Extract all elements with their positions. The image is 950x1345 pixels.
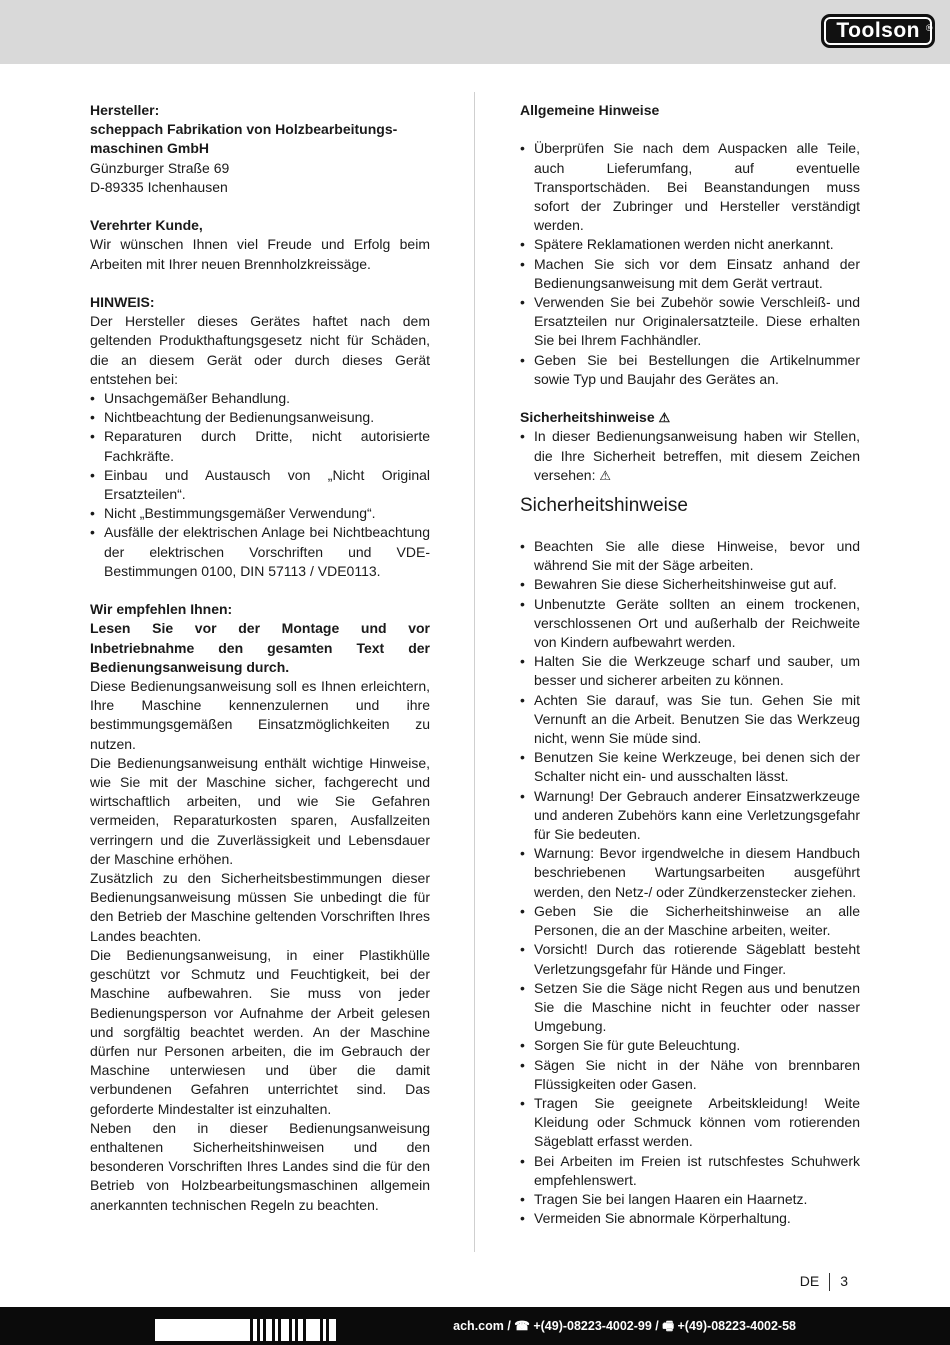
manufacturer-city: D-89335 Ichenhausen bbox=[90, 178, 228, 195]
contact-bar bbox=[0, 1307, 950, 1345]
list-item: • Tragen Sie bei langen Haaren ein Haarnetz. bbox=[520, 1190, 860, 1209]
list-item: • Geben Sie die Sicherheitshinweise an alle Personen, die an der Maschine arbeiten, weiter. bbox=[520, 902, 860, 940]
list-item: • Verwenden Sie bei Zubehör sowie Verschleiß- und Ersatzteilen nur Originalersatzteile. Diese erhalten Sie bei Ihrem Fachhändler. bbox=[520, 293, 860, 351]
list-item: • Ausfälle der elektrischen Anlage bei Nichtbeachtung der elektrischen Vorschriften und VDE-Bestimmungen 0100, DIN 57113 / VDE0113. bbox=[90, 523, 430, 581]
paragraph: Die Bedienungsanweisung, in einer Plastikhülle geschützt vor Schmutz und Feuchtigkeit, bei der Maschine aufbewahren. Sie muss von jeder Bedienungsperson vor Aufnahme der Arbeit gelesen und sorgfältig beachtet werden. An der Maschine dürfen nur Personen arbeiten, die im Gebrauch der Maschine unterwiesen und über die damit verbundenen Gefahren unterrichtet sind. Das geforderte Mindestalter ist einzuhalten. bbox=[90, 946, 430, 1117]
section-heading: Sicherheitshinweise bbox=[520, 495, 688, 517]
list-item: • Achten Sie darauf, was Sie tun. Gehen Sie mit Vernunft an die Arbeit. Benutzen Sie das Werkzeug nicht, wenn Sie müde sind. bbox=[520, 691, 860, 749]
recommend-bold: Lesen Sie vor der Montage und vor Inbetriebnahme den gesamten Text der Bedienungsanweisung durch. bbox=[90, 620, 430, 675]
recommend-title: Wir empfehlen Ihnen: bbox=[90, 601, 233, 618]
list-item: • Geben Sie bei Bestellungen die Artikelnummer sowie Typ und Baujahr des Gerätes an. bbox=[520, 351, 860, 389]
paragraph: Die Bedienungsanweisung enthält wichtige Hinweise, wie Sie mit der Maschine sicher, fachgerecht und wirtschaftlich arbeiten, und wie Sie Gefahren vermeiden, Reparaturkosten sparen, Ausfallzeiten verringern und die Zuverlässigkeit und Lebensdauer der Maschine erhöhen. bbox=[90, 754, 430, 867]
toolson-logo bbox=[821, 14, 935, 48]
list-item: • Reparaturen durch Dritte, nicht autorisierte Fachkräfte. bbox=[90, 427, 430, 465]
page-number: 3 bbox=[840, 1273, 848, 1289]
contact-info: ach.com / ☎ +(49)-08223-4002-99 / 🖷 +(49)-08223-4002-58 bbox=[453, 1319, 796, 1333]
list-item: • Machen Sie sich vor dem Einsatz anhand der Bedienungsanweisung mit dem Gerät vertraut. bbox=[520, 255, 860, 293]
note-list bbox=[90, 389, 430, 581]
warning-triangle-icon: ⚠ bbox=[599, 467, 612, 483]
list-item: • Benutzen Sie keine Werkzeuge, bei denen sich der Schalter nicht ein- und ausschalten lässt. bbox=[520, 748, 860, 786]
language-code: DE bbox=[799, 1273, 820, 1289]
list-item: • Nichtbeachtung der Bedienungsanweisung. bbox=[90, 408, 430, 427]
list-item: • Setzen Sie die Säge nicht Regen aus und benutzen Sie die Maschine nicht in feuchter oder nasser Umgebung. bbox=[520, 979, 860, 1037]
general-list bbox=[520, 139, 860, 389]
logo-text: Toolson bbox=[836, 19, 920, 42]
list-item: • Warnung: Bevor irgendwelche in diesem Handbuch beschriebenen Wartungsarbeiten ausgeführt werden, den Netz-/ oder Zündkerzenstecker ziehen. bbox=[520, 844, 860, 902]
list-item: • Bei Arbeiten im Freien ist rutschfestes Schuhwerk empfehlenswert. bbox=[520, 1152, 860, 1190]
safety-note-text: In dieser Bedienungsanweisung haben wir Stellen, die Ihre Sicherheit betreffen, mit diesem Zeichen versehen: bbox=[534, 428, 860, 483]
list-item: • Bewahren Sie diese Sicherheitshinweise gut auf. bbox=[520, 575, 860, 594]
right-column bbox=[520, 101, 860, 1228]
registered-mark: ® bbox=[925, 23, 933, 33]
list-item: • Beachten Sie alle diese Hinweise, bevor und während Sie mit der Säge arbeiten. bbox=[520, 537, 860, 575]
list-item: • Sägen Sie nicht in der Nähe von brennbaren Flüssigkeiten oder Gasen. bbox=[520, 1056, 860, 1094]
list-item bbox=[520, 427, 860, 485]
paragraph: Diese Bedienungsanweisung soll es Ihnen erleichtern, Ihre Maschine kennenzulernen und ihre bestimmungsgemäßen Einsatzmöglichkeiten zu nutzen. bbox=[90, 678, 430, 752]
manufacturer-label: Hersteller: bbox=[90, 102, 160, 118]
list-item: • Spätere Reklamationen werden nicht anerkannt. bbox=[520, 235, 860, 254]
manufacturer-street: Günzburger Straße 69 bbox=[90, 159, 230, 176]
list-item: • Unbenutzte Geräte sollten an einem trockenen, verschlossenen Ort und außerhalb der Reichweite von Kindern aufbewahrt werden. bbox=[520, 595, 860, 653]
warning-triangle-icon: ⚠ bbox=[658, 410, 671, 426]
greeting-text: Wir wünschen Ihnen viel Freude und Erfolg beim Arbeiten mit Ihrer neuen Brennholzkreissäge. bbox=[90, 236, 430, 272]
list-item: • Vorsicht! Durch das rotierende Sägeblatt besteht Verletzungsgefahr für Hände und Finger. bbox=[520, 940, 860, 978]
list-item: • Warnung! Der Gebrauch anderer Einsatzwerkzeuge und anderen Zubehörs kann eine Verletzungsgefahr für Sie bedeuten. bbox=[520, 787, 860, 845]
column-divider bbox=[474, 92, 475, 1252]
list-item: • Halten Sie die Werkzeuge scharf und sauber, um besser und sicherer arbeiten zu können. bbox=[520, 652, 860, 690]
greeting-title: Verehrter Kunde, bbox=[90, 217, 203, 234]
redacted-text-block bbox=[155, 1319, 455, 1341]
safety-note-list bbox=[520, 427, 860, 485]
manufacturer-name: scheppach Fabrikation von Holzbearbeitungs-maschinen GmbH bbox=[90, 121, 398, 157]
list-item: • Unsachgemäßer Behandlung. bbox=[90, 389, 430, 408]
safety-note-title-text: Sicherheitshinweise bbox=[520, 409, 655, 426]
safety-list bbox=[520, 537, 860, 1228]
list-item: • Nicht „Bestimmungsgemäßer Verwendung“. bbox=[90, 504, 430, 523]
paragraph: Zusätzlich zu den Sicherheitsbestimmungen dieser Bedienungsanweisung müssen Sie unbedingt die für den Betrieb der Maschine geltenden Vorschriften Ihres Landes beachten. bbox=[90, 870, 430, 944]
list-item: • Tragen Sie geeignete Arbeitskleidung! Weite Kleidung oder Schmuck können vom rotierenden Sägeblatt erfasst werden. bbox=[520, 1094, 860, 1152]
general-title: Allgemeine Hinweise bbox=[520, 102, 660, 118]
list-item: • Vermeiden Sie abnormale Körperhaltung. bbox=[520, 1209, 860, 1228]
page-header bbox=[0, 0, 950, 64]
page-footer bbox=[800, 1271, 848, 1291]
list-item: • Einbau und Austausch von „Nicht Original Ersatzteilen“. bbox=[90, 466, 430, 504]
note-text: Der Hersteller dieses Gerätes haftet nach dem geltenden Produkthaftungsgesetz nicht für Schäden, die an diesem Gerät oder durch dieses Gerät entstehen bei: bbox=[90, 313, 430, 387]
left-column bbox=[90, 101, 430, 1215]
footer-separator bbox=[829, 1273, 830, 1291]
safety-note-title bbox=[520, 408, 860, 427]
list-item: • Überprüfen Sie nach dem Auspacken alle Teile, auch Lieferumfang, auf eventuelle Transportschäden. Bei Beanstandungen muss sofort der Zubringer und Hersteller verständigt werden. bbox=[520, 139, 860, 235]
list-item: • Sorgen Sie für gute Beleuchtung. bbox=[520, 1036, 860, 1055]
note-title: HINWEIS: bbox=[90, 294, 155, 310]
paragraph: Neben den in dieser Bedienungsanweisung enthaltenen Sicherheitshinweisen und den besonderen Vorschriften Ihres Landes sind die für den Betrieb von Holzbearbeitungsmaschinen allgemein anerkannten technischen Regeln zu beachten. bbox=[90, 1119, 430, 1213]
